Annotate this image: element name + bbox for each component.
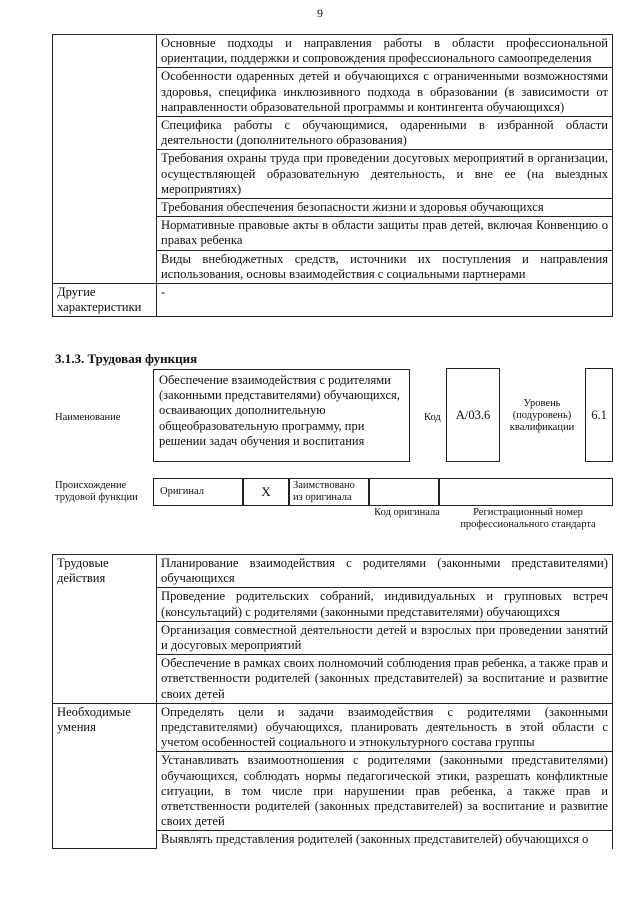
table-cell: Устанавливать взаимоотношения с родителями (законными представителями) обучающихся, соблюдать нормы педагогической этики, разрешать конфликтные ситуации, в том числе при нарушении прав ребенка, а также прав и ответственности родителей (законных представителей) за воспитание и развитие своих детей bbox=[157, 752, 613, 831]
table-cell: Планирование взаимодействия с родителями (законными представителями) обучающихся bbox=[157, 555, 613, 588]
table-row bbox=[53, 35, 613, 68]
knowledge-table bbox=[52, 34, 613, 317]
name-label: Наименование bbox=[55, 412, 121, 423]
function-name-box: Обеспечение взаимодействия с родителями (законными представителями) обучающихся, осваивающих дополнительную общеобразовательную программу, при решении задач обучения и воспитания bbox=[153, 369, 410, 462]
table-cell: Организация совместной деятельности детей и взрослых при проведении занятий и досуговых мероприятий bbox=[157, 621, 613, 654]
table-row bbox=[53, 703, 613, 752]
code-original-cell bbox=[369, 478, 439, 506]
table-row bbox=[53, 284, 613, 317]
table-cell: Проведение родительских собраний, индивидуальных и групповых встреч (консультаций) с родителями (законными представителями) обучающихся bbox=[157, 588, 613, 621]
origin-row bbox=[153, 478, 613, 506]
code-original-note: Код оригинала bbox=[374, 507, 440, 518]
origin-label: Происхождение трудовой функции bbox=[55, 480, 138, 503]
table-cell: Виды внебюджетных средств, источники их поступления и направления использования, основы взаимодействия с социальными партнерами bbox=[157, 250, 613, 283]
table-cell: Нормативные правовые акты в области защиты прав детей, включая Конвенцию о правах ребенка bbox=[157, 217, 613, 250]
table-cell: Особенности одаренных детей и обучающихся с ограниченными возможностями здоровья, специфика инклюзивного подхода в образовании (в зависимости от направленности образовательной программы и контингента обучающихся) bbox=[157, 68, 613, 117]
table-cell: Основные подходы и направления работы в области профессиональной ориентации, поддержки и сопровождения профессионального самоопределения bbox=[157, 35, 613, 68]
code-label: Код bbox=[424, 412, 441, 423]
table-cell: Определять цели и задачи взаимодействия с родителями (законными представителями) обучающихся, планировать деятельность в этой области с учетом особенностей социального и этнокультурного состава группы bbox=[157, 703, 613, 752]
actions-skills-table bbox=[52, 554, 613, 849]
section-title: 3.1.3. Трудовая функция bbox=[55, 351, 198, 366]
level-value-box: 6.1 bbox=[585, 368, 613, 462]
reg-number-note: Регистрационный номер профессионального стандарта bbox=[460, 507, 596, 530]
row-label-actions: Трудовые действия bbox=[53, 555, 157, 704]
table-cell: Требования охраны труда при проведении досуговых мероприятий в организации, осуществляющей образовательную деятельность, и вне ее (на выездных мероприятиях) bbox=[157, 150, 613, 199]
table-cell: Выявлять представления родителей (законных представителей) обучающихся о bbox=[157, 831, 613, 849]
table-cell: Обеспечение в рамках своих полномочий соблюдения прав ребенка, а также прав и ответственности родителей (законных представителей) за воспитание и развитие своих детей bbox=[157, 655, 613, 704]
original-mark-cell: X bbox=[243, 478, 289, 506]
code-value-box: А/03.6 bbox=[446, 368, 500, 462]
row-label-other: Другие характеристики bbox=[53, 284, 157, 317]
level-label: Уровень (подуровень) квалификации bbox=[509, 398, 575, 433]
borrowed-cell: Заимствовано из оригинала bbox=[289, 478, 369, 506]
reg-number-cell bbox=[439, 478, 613, 506]
table-cell: Требования обеспечения безопасности жизни и здоровья обучающихся bbox=[157, 199, 613, 217]
row-label-empty bbox=[53, 35, 157, 284]
table-cell: - bbox=[157, 284, 613, 317]
table-cell: Специфика работы с обучающимися, одаренными в избранной области деятельности (дополнительного образования) bbox=[157, 117, 613, 150]
table-row bbox=[53, 555, 613, 588]
row-label-skills: Необходимые умения bbox=[53, 703, 157, 848]
page-number: 9 bbox=[317, 6, 323, 20]
original-cell: Оригинал bbox=[153, 478, 243, 506]
